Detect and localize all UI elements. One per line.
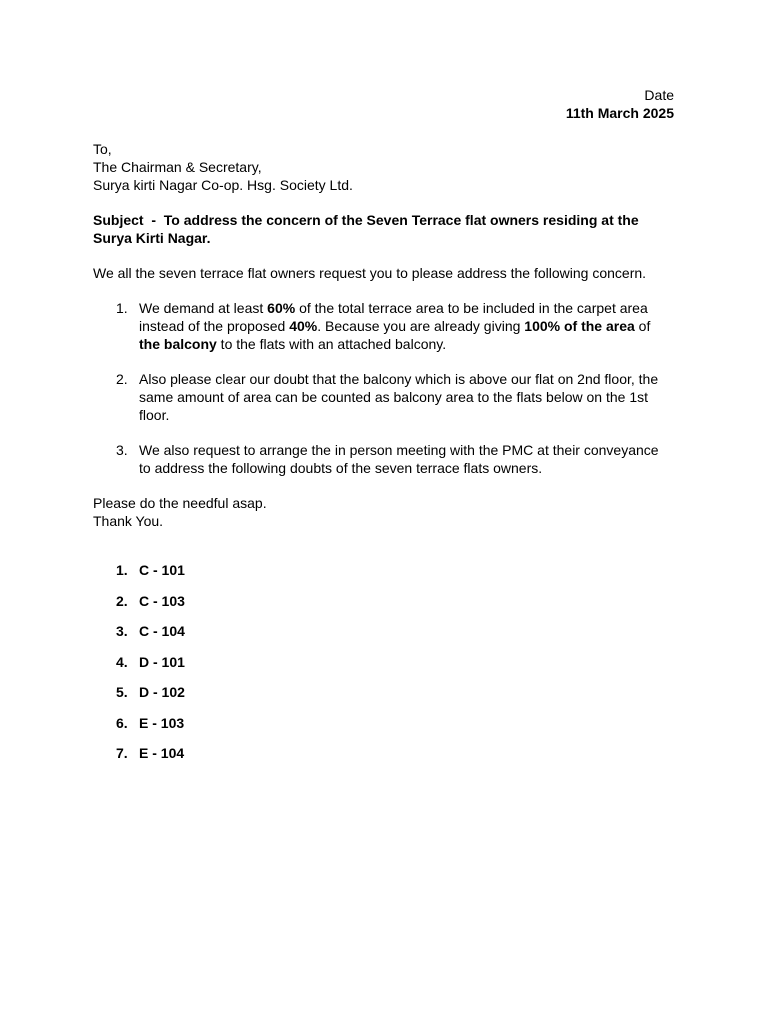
flat-number: 5. <box>116 684 128 700</box>
date-value: 11th March 2025 <box>565 105 674 121</box>
concern-emphasis: the balcony <box>139 336 217 352</box>
flat-number: 2. <box>116 592 128 609</box>
intro-paragraph: We all the seven terrace flat owners request you to please address the following concern. <box>93 265 647 281</box>
flat-item <box>93 592 674 610</box>
flat-label: C - 103 <box>139 592 185 609</box>
closing-block <box>93 494 674 530</box>
recipient-block <box>93 140 674 194</box>
flat-item <box>93 714 674 732</box>
concern-text: of <box>634 318 651 334</box>
concern-text: to the flats with an attached balcony. <box>216 336 447 352</box>
flat-item <box>93 561 674 579</box>
letter-page <box>93 86 674 775</box>
concern-text: We also request to arrange the in person meeting with the PMC at their conveyance to address the following doubts of the seven terrace flats owners. <box>139 442 659 476</box>
concern-number: 2. <box>116 371 128 387</box>
recipient-society: Surya kirti Nagar Co-op. Hsg. Society Ltd. <box>93 177 353 193</box>
flat-item <box>93 622 674 640</box>
flat-label: E - 104 <box>139 745 185 761</box>
concern-text: of the total terrace area to be included in the carpet area instead of the proposed <box>139 300 648 334</box>
flat-number: 7. <box>116 745 128 761</box>
concern-text: . Because you are already giving <box>317 318 525 334</box>
subject-line-1: Subject - To address the concern of the Seven Terrace flat owners residing at the <box>93 212 639 228</box>
flat-item <box>93 744 674 762</box>
flat-number: 1. <box>116 562 128 578</box>
concern-text: Also please clear our doubt that the balcony which is above our flat on 2nd floor, the same amount of area can be counted as balcony area to the flats below on the 1st floor. <box>139 371 659 423</box>
closing-request: Please do the needful asap. <box>93 495 267 511</box>
concern-item <box>93 370 674 424</box>
flat-item <box>93 653 674 671</box>
concern-item <box>93 441 674 477</box>
flat-label: E - 103 <box>139 714 185 731</box>
recipient-title: The Chairman & Secretary, <box>93 159 262 175</box>
subject-line <box>93 211 674 247</box>
subject-line-2: Surya Kirti Nagar. <box>93 230 211 246</box>
date-block <box>93 86 674 122</box>
flat-owners-list <box>93 561 674 762</box>
concern-text: We demand at least <box>139 300 268 316</box>
flat-label: D - 102 <box>139 684 185 700</box>
salutation: To, <box>93 141 112 157</box>
flat-number: 6. <box>116 714 128 731</box>
concern-emphasis: 40% <box>289 318 318 334</box>
flat-item <box>93 683 674 701</box>
flat-label: D - 101 <box>139 653 185 670</box>
flat-label: C - 101 <box>139 562 185 578</box>
concern-emphasis: 100% of the area <box>524 318 635 334</box>
concerns-list <box>93 299 674 477</box>
flat-number: 3. <box>116 623 128 639</box>
flat-number: 4. <box>116 653 128 670</box>
concern-number: 1. <box>116 300 128 316</box>
closing-thanks: Thank You. <box>93 513 164 529</box>
date-label: Date <box>644 87 674 103</box>
concern-number: 3. <box>116 442 128 458</box>
concern-emphasis: 60% <box>267 300 296 316</box>
concern-item <box>93 299 674 353</box>
flat-label: C - 104 <box>139 623 185 639</box>
